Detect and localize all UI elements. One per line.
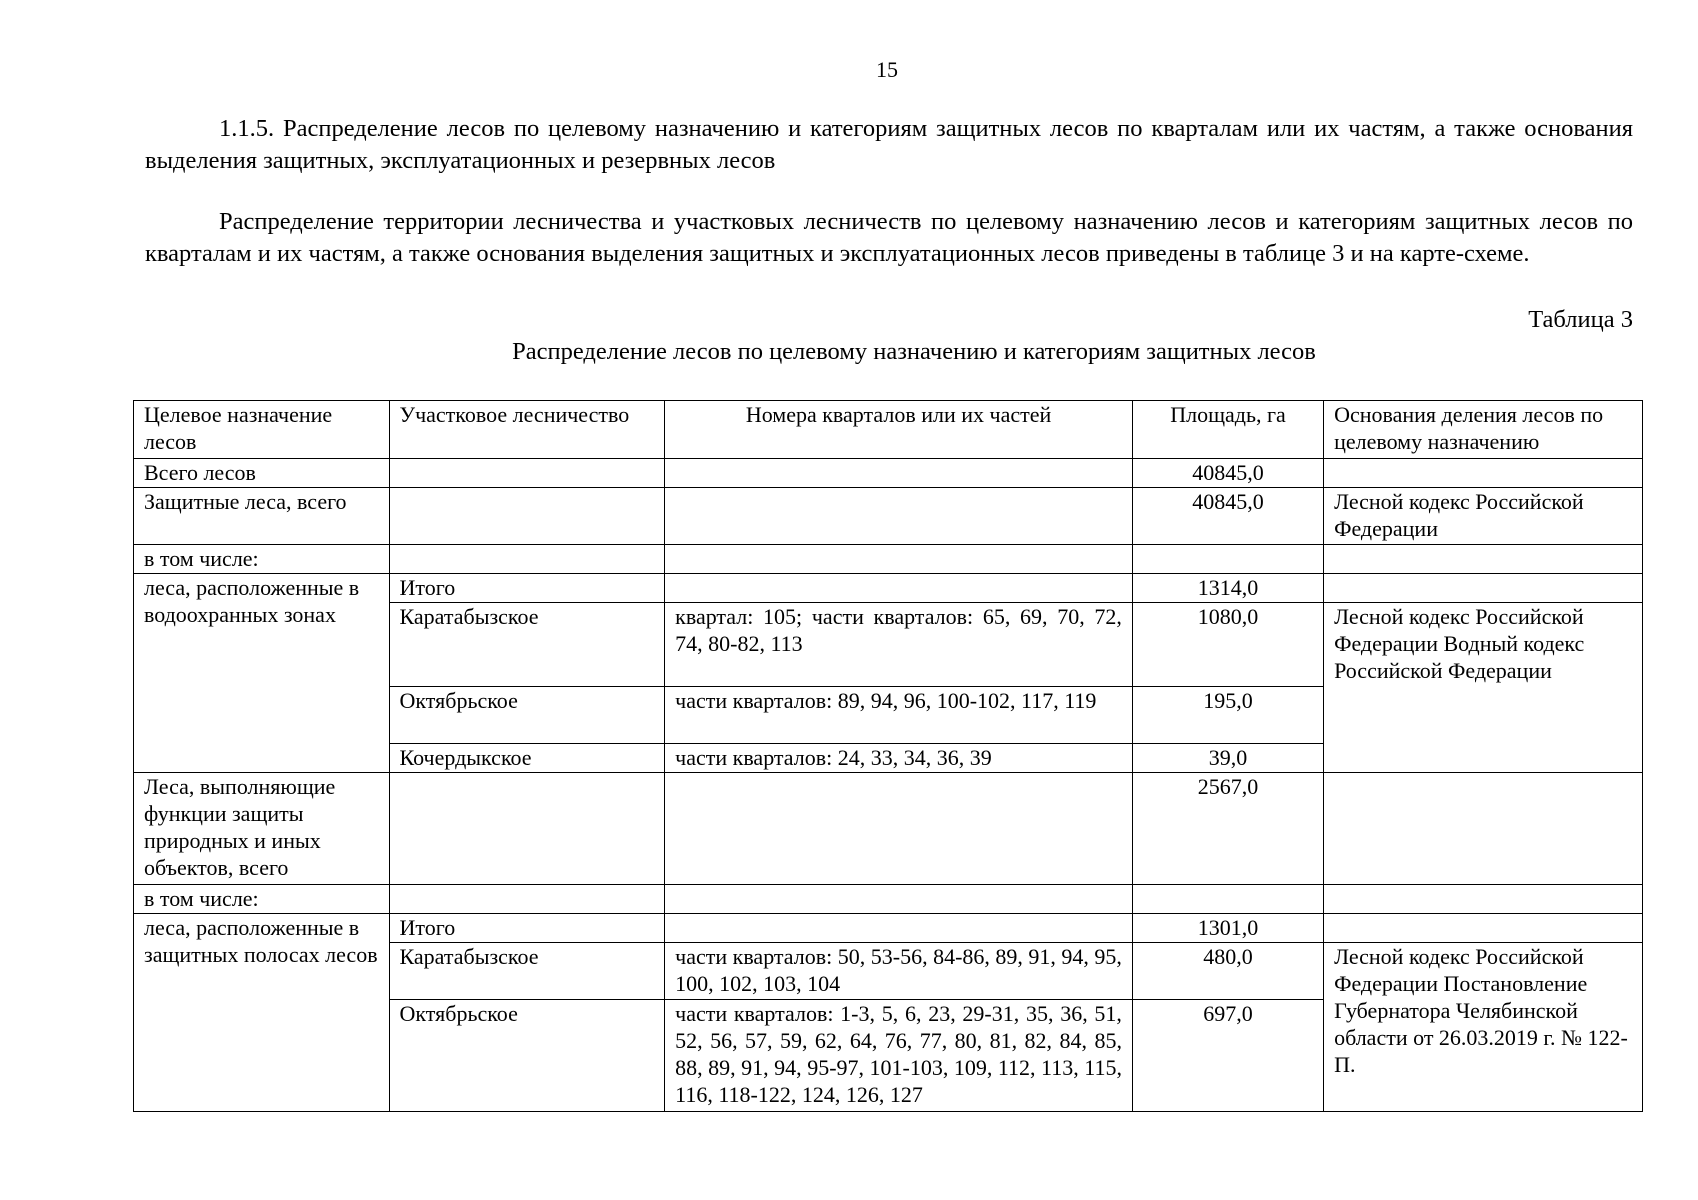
protection-functions-area: 2567,0 (1132, 773, 1323, 885)
empty-cell (1324, 459, 1643, 488)
protective-strips-basis: Лесной кодекс Российской Федерации Постановление Губернатора Челябинской области от 26.03.2019 г. № 122-П. (1324, 943, 1643, 1112)
total-purpose: Всего лесов (134, 459, 390, 488)
district-area: 1080,0 (1132, 603, 1323, 687)
including-label: в том числе: (134, 885, 390, 914)
section-heading: 1.1.5. Распределение лесов по целевому назначению и категориям защитных лесов по кварталам или их частям, а также основания выделения защитных, эксплуатационных и резервных лесов (145, 115, 1633, 174)
empty-cell (665, 773, 1133, 885)
district-name: Каратабызское (389, 943, 665, 1000)
district-name: Октябрьское (389, 687, 665, 744)
quarters-list: квартал: 105; части кварталов: 65, 69, 70, 72, 74, 80-82, 113 (665, 603, 1133, 687)
including-label: в том числе: (134, 545, 390, 574)
empty-cell (665, 574, 1133, 603)
empty-cell (665, 459, 1133, 488)
header-basis: Основания деления лесов по целевому назначению (1324, 401, 1643, 459)
water-zones-itogo-label: Итого (389, 574, 665, 603)
table-number: Таблица 3 (1528, 306, 1633, 333)
empty-cell (1132, 885, 1323, 914)
empty-cell (1324, 545, 1643, 574)
total-area: 40845,0 (1132, 459, 1323, 488)
empty-cell (665, 914, 1133, 943)
table-caption: Распределение лесов по целевому назначению и категориям защитных лесов (512, 338, 1316, 365)
district-name: Кочердыкское (389, 744, 665, 773)
empty-cell (389, 545, 665, 574)
empty-cell (389, 488, 665, 545)
empty-cell (1324, 914, 1643, 943)
district-name: Октябрьское (389, 1000, 665, 1112)
water-zones-basis: Лесной кодекс Российской Федерации Водный кодекс Российской Федерации (1324, 603, 1643, 773)
empty-cell (1324, 574, 1643, 603)
header-quarters: Номера кварталов или их частей (665, 401, 1133, 459)
table-row (134, 574, 1643, 603)
protective-strips-purpose: леса, расположенные в защитных полосах лесов (134, 914, 390, 1112)
protective-strips-itogo-label: Итого (389, 914, 665, 943)
district-area: 697,0 (1132, 1000, 1323, 1112)
protective-total-basis: Лесной кодекс Российской Федерации (1324, 488, 1643, 545)
page-number: 15 (876, 57, 898, 82)
protective-total-area: 40845,0 (1132, 488, 1323, 545)
district-area: 195,0 (1132, 687, 1323, 744)
table-header-row (134, 401, 1643, 459)
intro-paragraph: Распределение территории лесничества и участковых лесничеств по целевому назначению лесов и категориям защитных лесов по кварталам и их частям, а также основания выделения защитных и эксплуатационных лесов приведены в таблице 3 и на карте-схеме. (145, 208, 1633, 267)
empty-cell (389, 885, 665, 914)
empty-cell (389, 773, 665, 885)
empty-cell (665, 545, 1133, 574)
empty-cell (1324, 885, 1643, 914)
empty-cell (665, 885, 1133, 914)
district-name: Каратабызское (389, 603, 665, 687)
header-purpose: Целевое назначение лесов (134, 401, 390, 459)
table-row (134, 459, 1643, 488)
empty-cell (1132, 545, 1323, 574)
forest-distribution-table (133, 400, 1643, 1112)
quarters-list: части кварталов: 24, 33, 34, 36, 39 (665, 744, 1133, 773)
empty-cell (389, 459, 665, 488)
table-row (134, 885, 1643, 914)
quarters-list: части кварталов: 89, 94, 96, 100-102, 117, 119 (665, 687, 1133, 744)
district-area: 39,0 (1132, 744, 1323, 773)
district-area: 480,0 (1132, 943, 1323, 1000)
water-zones-itogo-area: 1314,0 (1132, 574, 1323, 603)
protective-strips-itogo-area: 1301,0 (1132, 914, 1323, 943)
table-row (134, 773, 1643, 885)
protective-total-purpose: Защитные леса, всего (134, 488, 390, 545)
empty-cell (1324, 773, 1643, 885)
header-area: Площадь, га (1132, 401, 1323, 459)
quarters-list: части кварталов: 50, 53-56, 84-86, 89, 91, 94, 95, 100, 102, 103, 104 (665, 943, 1133, 1000)
water-zones-purpose: леса, расположенные в водоохранных зонах (134, 574, 390, 773)
protection-functions-purpose: Леса, выполняющие функции защиты природных и иных объектов, всего (134, 773, 390, 885)
table-row (134, 914, 1643, 943)
header-district: Участковое лесничество (389, 401, 665, 459)
table-row (134, 488, 1643, 545)
empty-cell (665, 488, 1133, 545)
quarters-list: части кварталов: 1-3, 5, 6, 23, 29-31, 35, 36, 51, 52, 56, 57, 59, 62, 64, 76, 77, 80, 81, 82, 84, 85, 88, 89, 91, 94, 95-97, 101-103, 109, 112, 113, 115, 116, 118-122, 124, 126, 127 (665, 1000, 1133, 1112)
table-row (134, 545, 1643, 574)
